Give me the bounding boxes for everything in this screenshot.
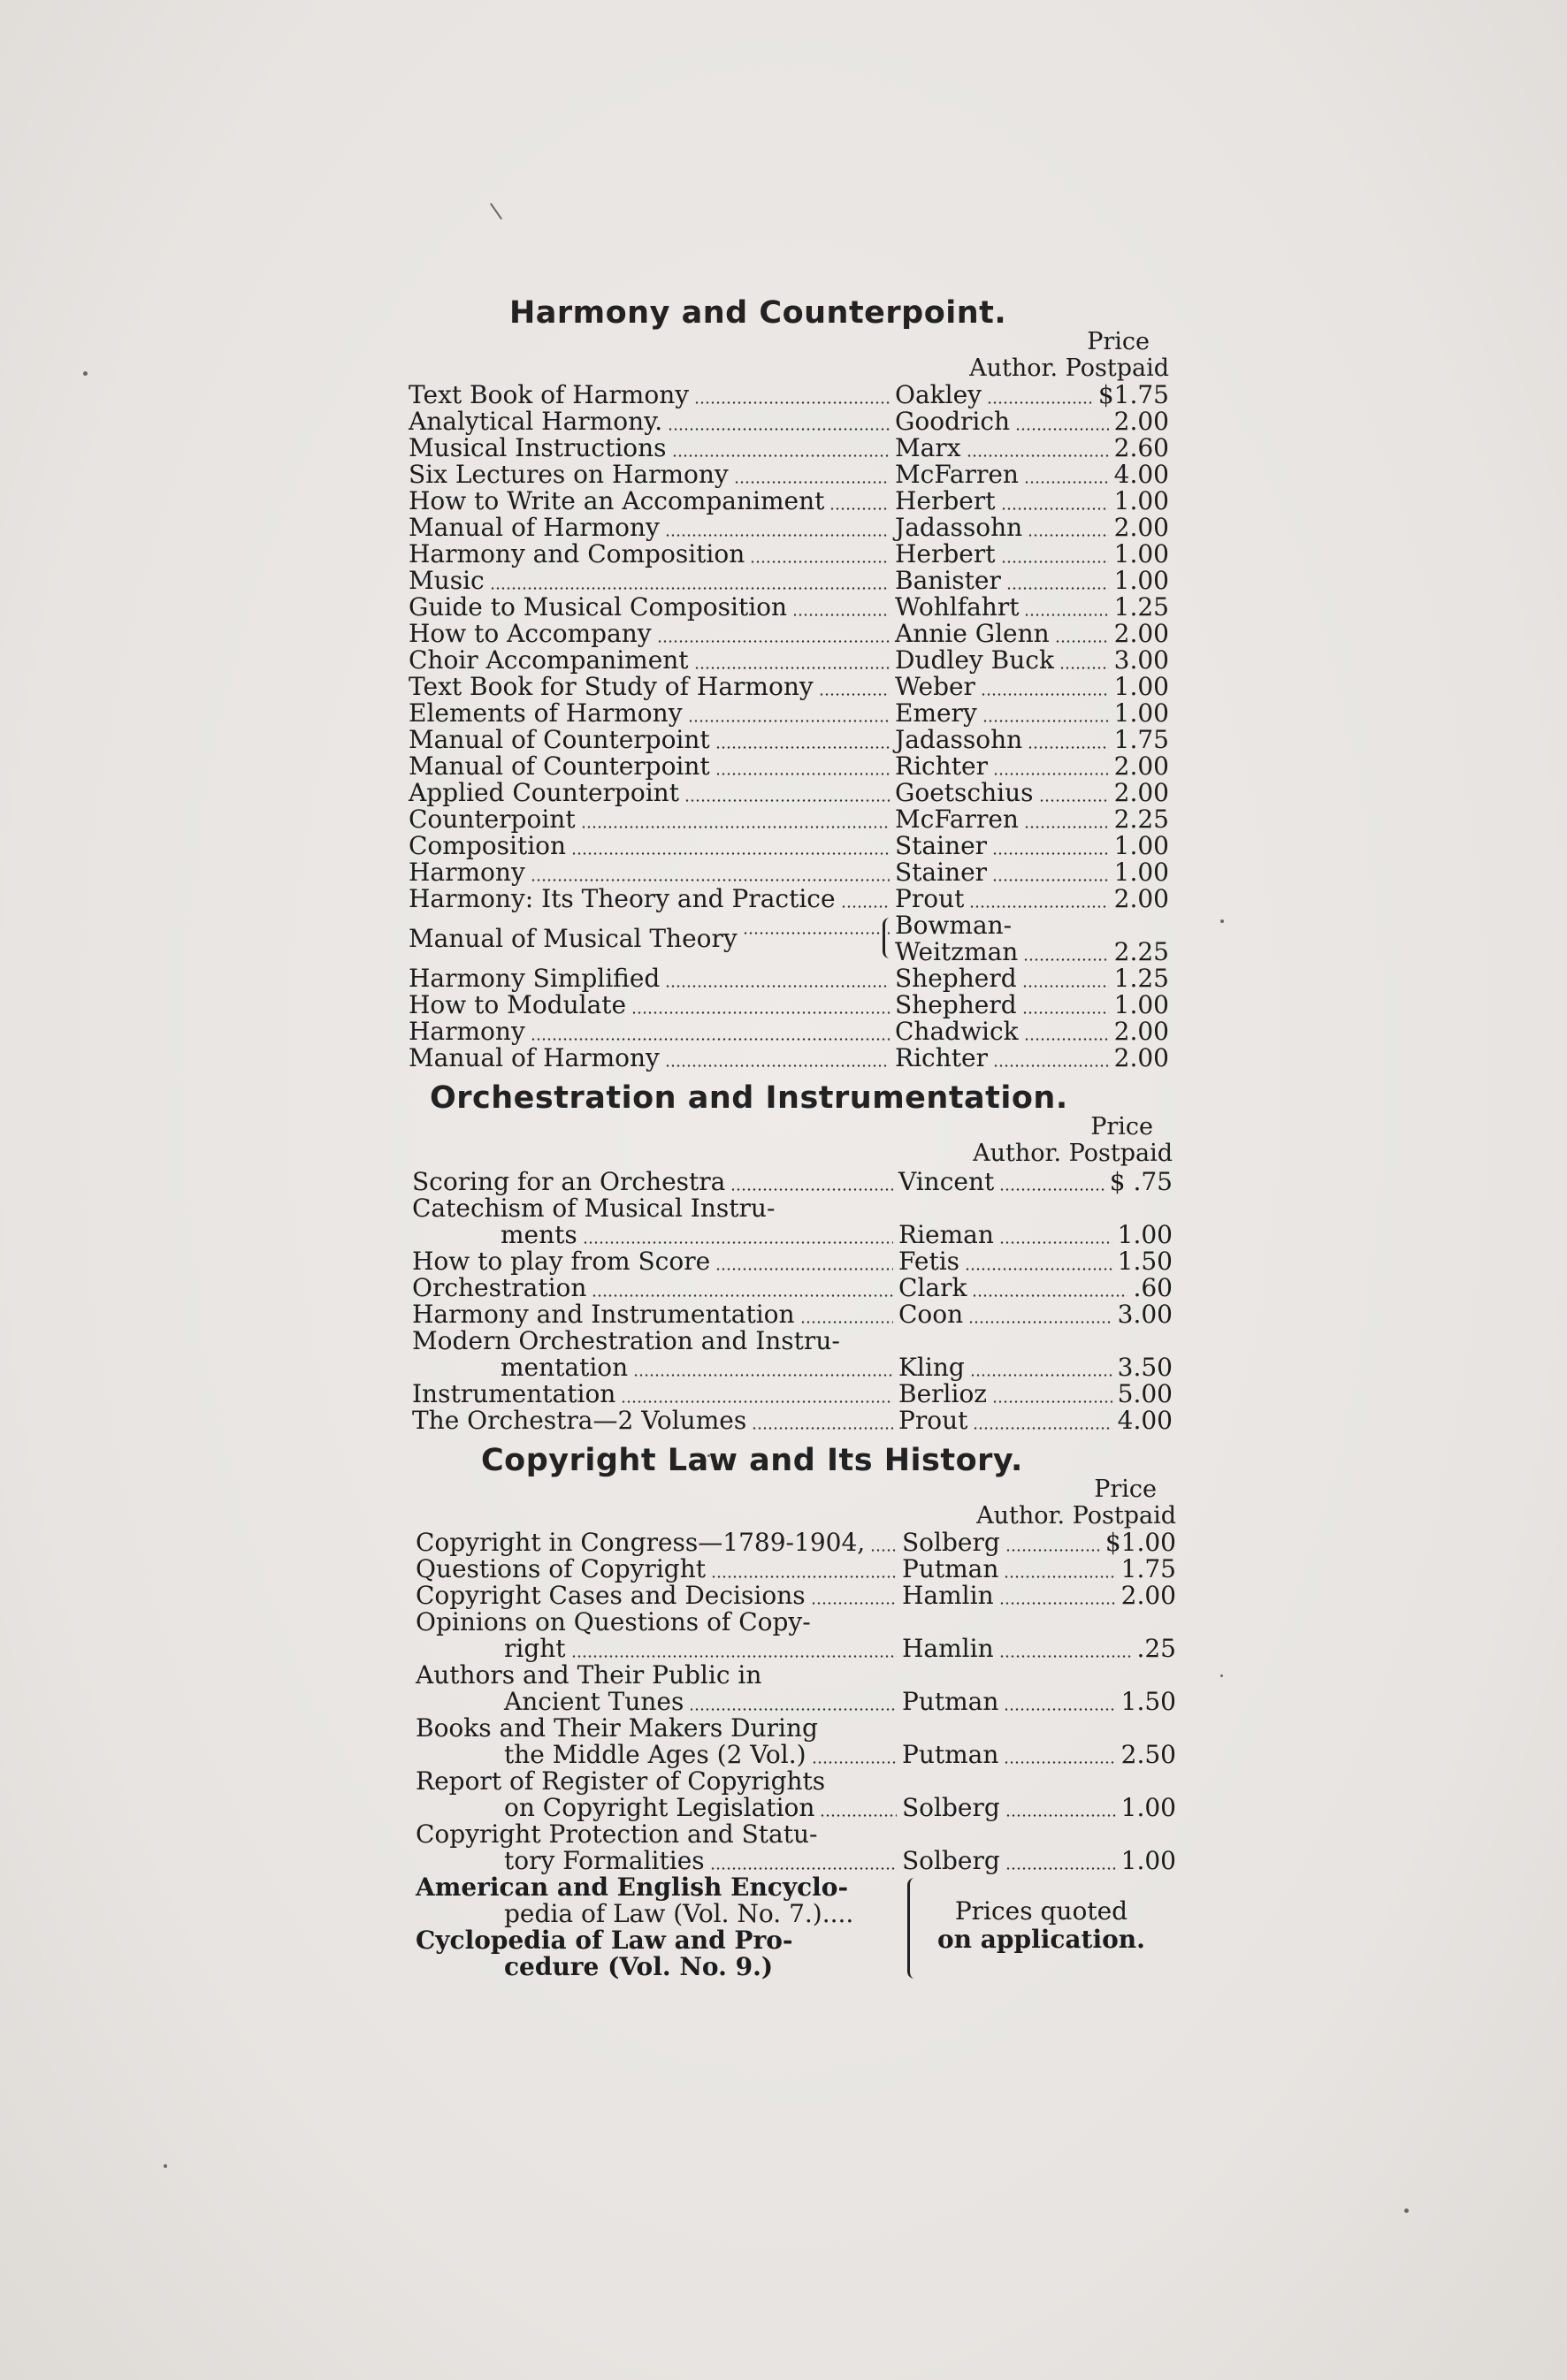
list-item [409,992,1169,1018]
leader-dots [967,454,1109,457]
section-orchestration [412,1080,1173,1452]
leader-dots [1039,799,1109,802]
leader-dots [987,401,1093,404]
entry-title: Scoring for an Orchestra [412,1167,726,1196]
leader-dots [531,879,890,881]
entry-author: Putman [902,1740,999,1769]
paper-speck [490,202,502,219]
list-item [412,1407,1173,1434]
column-header [911,1476,1176,1529]
entry-author: Herbert [895,486,996,515]
entry-title: How to Accompany [409,619,652,648]
leader-dots [583,1241,893,1244]
entry-price: $1.75 [1097,380,1169,409]
list-item [409,727,1169,753]
author-postpaid-header [911,1503,1176,1529]
entry-title: Harmony: Its Theory and Practice [409,884,836,913]
leader-dots [711,1575,897,1578]
list-item [409,886,1169,912]
list-item [409,859,1169,886]
leader-dots [993,773,1109,775]
list-item [409,806,1169,833]
entry-title: Catechism of Musical Instru- [412,1194,776,1223]
list-item [416,1768,1176,1821]
entry-title: Copyright Cases and Decisions [416,1581,806,1610]
entry-title: Text Book of Harmony [409,380,690,409]
list-item [409,833,1169,859]
entry-author: Stainer [895,831,988,860]
column-header [904,329,1169,382]
list-item [409,647,1169,674]
entry-author: Hamlin [902,1581,994,1610]
entry-price: 2.00 [1113,778,1169,807]
entry-title: American and English Encyclo- [416,1873,849,1902]
entry-author: Prout [898,1406,968,1435]
leader-dots [1005,1867,1116,1870]
entry-title-continued: Ancient Tunes [504,1687,684,1716]
leader-dots [972,1294,1127,1297]
entry-title: Manual of Harmony [409,1043,660,1072]
entry-price: 2.60 [1113,433,1169,462]
leader-dots [1024,1038,1109,1041]
entry-title: Guide to Musical Composition [409,592,788,622]
entry-title: Questions of Copyright [416,1554,706,1583]
entry-author: Fetis [898,1247,960,1276]
entry-title-continued: mentation [501,1353,629,1382]
entry-title: Opinions on Questions of Copy- [416,1607,811,1636]
leader-dots [1001,507,1109,510]
entry-price: 2.00 [1113,751,1169,781]
entry-price: 1.00 [1113,698,1169,728]
entry-title: How to Write an Accompaniment [409,486,825,515]
leader-dots [715,746,890,749]
entry-author: Solberg [902,1846,1000,1875]
entry-author: Jadassohn [895,725,1023,754]
entry-price: 2.00 [1113,407,1169,436]
entry-price: 1.00 [1120,1846,1176,1875]
entry-title: Applied Counterpoint [409,778,679,807]
section-harmony [409,292,1169,1087]
brace [883,918,892,958]
entry-title: cedure (Vol. No. 9.) [504,1952,774,1981]
leader-dots [1005,1549,1100,1552]
leader-dots [820,1814,897,1817]
entry-price: 4.00 [1113,460,1169,489]
price-header: Price [1087,328,1150,355]
list-item [416,1715,1176,1768]
entry-author: Bowman- [895,911,1013,940]
entry-author: McFarren [895,460,1019,489]
entry-author: Putman [902,1687,999,1716]
leader-dots [1004,1708,1115,1711]
entry-price: 1.00 [1113,539,1169,568]
leader-dots [665,1064,890,1067]
list-item [416,1583,1176,1609]
brace [907,1878,919,1979]
encyclopedia-block [416,1874,1176,2007]
entry-author: Chadwick [895,1017,1019,1046]
leader-dots [734,481,890,484]
entry-price: 1.00 [1120,1793,1176,1822]
entry-price: 2.00 [1113,513,1169,542]
prices-note [937,1897,1145,1954]
list-item [416,1662,1176,1715]
list-item [409,408,1169,435]
list-item [409,780,1169,806]
list-item [409,462,1169,488]
entry-price: 5.00 [1117,1379,1173,1408]
leader-dots [1024,481,1109,484]
leader-dots [829,507,890,510]
entry-title-continued: right [504,1634,566,1663]
leader-dots [992,852,1109,855]
leader-dots [668,428,890,431]
entry-title: Report of Register of Copyrights [416,1766,826,1796]
leader-dots [490,587,890,590]
leader-dots [1059,667,1109,669]
entry-author: Putman [902,1554,999,1583]
leader-dots [752,1427,893,1430]
leader-dots [715,1268,893,1270]
entry-title: Books and Their Makers During [416,1713,818,1743]
entry-price: 1.25 [1113,592,1169,622]
leader-dots [999,1655,1132,1658]
entry-author: Wohlfahrt [895,592,1020,622]
entry-title: Manual of Harmony [409,513,660,542]
entry-title-continued: the Middle Ages (2 Vol.) [504,1740,806,1769]
entry-price: 3.50 [1117,1353,1173,1382]
entry-price: 2.00 [1120,1581,1176,1610]
list-item [409,515,1169,541]
entry-price: 1.25 [1113,964,1169,993]
entry-author: Solberg [902,1793,1000,1822]
paper-speck [164,2164,167,2168]
leader-dots [981,693,1109,696]
entry-title: Copyright in Congress—1789-1904, [416,1528,866,1557]
list-item [416,1821,1176,1874]
entry-author: Vincent [898,1167,995,1196]
paper-speck [1220,1674,1223,1677]
list-item [409,488,1169,515]
entry-author-continued: Weitzman [895,937,1019,966]
entry-author: Herbert [895,539,996,568]
leader-dots [982,720,1109,722]
leader-dots [1022,1011,1109,1014]
entry-title: Manual of Musical Theory [409,924,738,953]
list-item [409,435,1169,462]
leader-dots [665,534,890,537]
section-title: Harmony and Counterpoint. [509,295,1007,331]
entry-title: Text Book for Study of Harmony [409,672,814,701]
leader-dots [811,1602,897,1605]
entry-author: Annie Glenn [895,619,1050,648]
entry-title: Music [409,566,485,595]
leader-dots [1005,1814,1116,1817]
leader-dots [800,1321,893,1323]
leader-dots [694,401,890,404]
entry-author: Banister [895,566,1001,595]
note-line: Prices quoted [954,1896,1128,1926]
entry-title: The Orchestra—2 Volumes [412,1406,747,1435]
entry-price: 2.00 [1113,884,1169,913]
entry-price: 3.00 [1117,1300,1173,1329]
list-item [416,1609,1176,1662]
entry-title: Composition [409,831,567,860]
entry-title: Analytical Harmony. [409,407,663,436]
entry-author: Berlioz [898,1379,988,1408]
entry-title: Harmony [409,1017,525,1046]
leader-dots [750,561,890,563]
entry-title: Cyclopedia of Law and Pro- [416,1926,793,1955]
list-item [409,621,1169,647]
list-item [412,1169,1173,1195]
entry-author: Marx [895,433,961,462]
harmony-list [409,382,1169,1072]
entry-title: Harmony Simplified [409,964,661,993]
entry-author: Clark [898,1273,967,1302]
entry-title: How to play from Score [412,1247,711,1276]
leader-dots [1024,826,1109,828]
entry-author: Jadassohn [895,513,1023,542]
leader-dots [841,905,890,908]
leader-dots [1055,640,1109,643]
entry-title: Harmony and Composition [409,539,745,568]
column-header [907,1114,1173,1167]
entry-author: Kling [898,1353,965,1382]
orchestration-list [412,1169,1173,1434]
section-title: Copyright Law and Its History. [481,1443,1023,1478]
paper-speck [1404,2208,1409,2213]
entry-title: Elements of Harmony [409,698,683,728]
leader-dots [581,826,890,828]
leader-dots [684,799,890,802]
leader-dots [633,1374,893,1377]
leader-dots [1001,561,1109,563]
entry-price: 3.00 [1113,645,1169,675]
leader-dots [1004,1761,1115,1764]
entry-price: 1.00 [1113,990,1169,1019]
entry-title-continued: ments [501,1220,577,1249]
entry-price: 1.00 [1113,672,1169,701]
list-item [412,1195,1173,1248]
list-item [416,1529,1176,1556]
leader-dots [592,1294,893,1297]
entry-title: Harmony and Instrumentation [412,1300,795,1329]
leader-dots [999,1602,1116,1605]
entry-price: 4.00 [1117,1406,1173,1435]
leader-dots [710,1867,897,1870]
paper-speck [1220,919,1224,923]
entry-author: Weber [895,672,975,701]
leader-dots [870,1549,897,1552]
entry-price: 2.25 [1113,937,1169,966]
leader-dots [672,454,890,457]
leader-dots [999,1188,1104,1191]
list-item [409,674,1169,700]
list-item [412,1275,1173,1301]
postpaid-header: Postpaid [1072,1502,1176,1529]
list-item [409,382,1169,408]
leader-dots [969,905,1108,908]
list-item [412,1328,1173,1381]
entry-price: 1.00 [1113,858,1169,887]
leader-dots [993,1064,1109,1067]
entry-price: 1.75 [1113,725,1169,754]
leader-dots [730,1188,893,1191]
leader-dots [688,720,890,722]
author-postpaid-header [904,355,1169,382]
leader-dots [689,1708,897,1711]
entry-title: How to Modulate [409,990,627,1019]
entry-author: Stainer [895,858,988,887]
leader-dots [665,985,890,988]
leader-dots [715,773,890,775]
entry-price: 2.00 [1113,1043,1169,1072]
entry-title: Authors and Their Public in [416,1660,762,1690]
entry-price: 2.25 [1113,805,1169,834]
entry-author: Solberg [902,1528,1000,1557]
leader-dots [657,640,890,643]
entry-title: Musical Instructions [409,433,667,462]
entry-title: Choir Accompaniment [409,645,689,675]
entry-price: 1.00 [1113,486,1169,515]
entry-price: 1.50 [1120,1687,1176,1716]
list-item [409,1045,1169,1072]
list-item [412,1381,1173,1407]
price-header: Price [1094,1476,1157,1503]
list-item [412,1248,1173,1275]
entry-author: Hamlin [902,1634,994,1663]
entry-author: Richter [895,751,988,781]
leader-dots [999,1241,1112,1244]
leader-dots [571,852,890,855]
entry-price: .60 [1133,1273,1173,1302]
leader-dots [968,1321,1112,1323]
leader-dots [992,879,1109,881]
postpaid-header: Postpaid [1068,1140,1173,1167]
entry-price: 2.50 [1120,1740,1176,1769]
entry-price: 1.50 [1117,1247,1173,1276]
leader-dots [819,693,890,696]
entry-title: Manual of Counterpoint [409,751,710,781]
leader-dots [992,1400,1112,1403]
note-line: on application. [937,1925,1145,1954]
leader-dots [1015,428,1109,431]
entry-price: 2.00 [1113,1017,1169,1046]
copyright-list [416,1529,1176,1874]
entry-title: Manual of Counterpoint [409,725,710,754]
entry-price: $ .75 [1109,1167,1173,1196]
entry-price: $1.00 [1105,1528,1176,1557]
entry-title: Counterpoint [409,805,576,834]
leader-dots [970,1374,1112,1377]
leader-dots [965,1268,1112,1270]
list-item [409,912,1169,965]
section-title: Orchestration and Instrumentation. [430,1080,1068,1116]
entry-author: Shepherd [895,990,1017,1019]
leader-dots [1024,614,1108,616]
author-header: Author. [973,1140,1062,1167]
section-copyright [416,1441,1176,2007]
leader-dots [1028,746,1108,749]
leader-dots [812,1761,897,1764]
list-item [412,1301,1173,1328]
entry-author: Oakley [895,380,982,409]
postpaid-header: Postpaid [1065,355,1169,382]
paper-speck [83,371,88,376]
list-item [409,1018,1169,1045]
entry-author: Emery [895,698,977,728]
entry-title: Modern Orchestration and Instru- [412,1326,840,1355]
leader-dots [621,1400,893,1403]
leader-dots [694,667,890,669]
entry-title-continued: on Copyright Legislation [504,1793,815,1822]
author-header: Author. [976,1502,1066,1529]
leader-dots [1004,1575,1115,1578]
entry-author: Richter [895,1043,988,1072]
list-item [409,700,1169,727]
list-item [409,594,1169,621]
list-item [409,541,1169,568]
entry-author: Dudley Buck [895,645,1054,675]
leader-dots [531,1038,890,1041]
entry-price: .25 [1136,1634,1176,1663]
entry-author: Shepherd [895,964,1017,993]
entry-title: Copyright Protection and Statu- [416,1819,818,1849]
leader-dots [792,614,890,616]
entry-title: Instrumentation [412,1379,616,1408]
entry-author: Prout [895,884,965,913]
entry-price: 2.00 [1113,619,1169,648]
entry-author: Goodrich [895,407,1011,436]
entry-author: Goetschius [895,778,1034,807]
leader-dots [973,1427,1112,1430]
entry-price: 1.00 [1117,1220,1173,1249]
leader-dots [1028,534,1108,537]
author-header: Author. [969,355,1059,382]
entry-author: McFarren [895,805,1019,834]
author-postpaid-header [907,1140,1173,1167]
entry-price: 1.00 [1113,566,1169,595]
leader-dots [1022,985,1109,988]
entry-title: Six Lectures on Harmony [409,460,729,489]
entry-price: 1.75 [1120,1554,1176,1583]
entry-author: Coon [898,1300,964,1329]
leader-dots [1006,587,1109,590]
leader-dots [631,1011,890,1014]
list-item [409,568,1169,594]
entry-title: Orchestration [412,1273,587,1302]
price-header: Price [1090,1113,1153,1140]
list-item [409,753,1169,780]
entry-title-continued: tory Formalities [504,1846,705,1875]
entry-author: Rieman [898,1220,994,1249]
entry-title: Harmony [409,858,525,887]
list-item [409,965,1169,992]
leader-dots [743,932,890,934]
entry-title: pedia of Law (Vol. No. 7.).... [504,1899,854,1928]
leader-dots [571,1655,897,1658]
leader-dots [1023,958,1108,961]
entry-price: 1.00 [1113,831,1169,860]
list-item [416,1556,1176,1583]
